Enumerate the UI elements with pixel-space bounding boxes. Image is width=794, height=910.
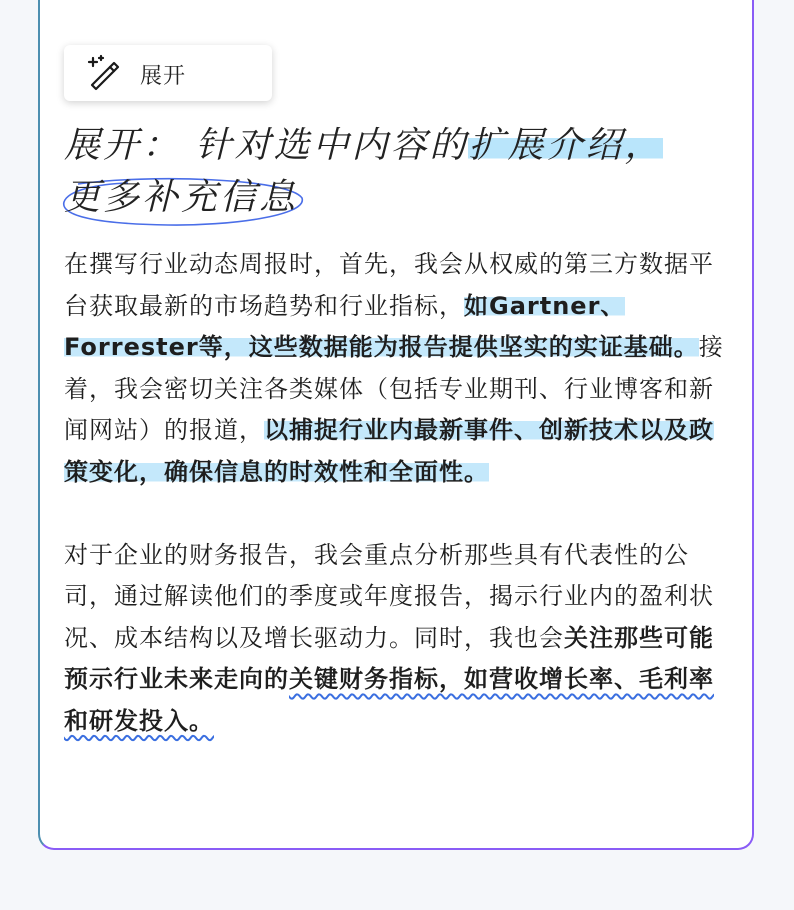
expand-label: 展开 — [140, 64, 187, 89]
p2-bold: 关注那些可能预示行业未来走向的 — [64, 623, 714, 693]
p1-text-middle: 接着，我会密切关注各类媒体（包括专业期刊、行业博客和新闻网站）的报道， — [64, 333, 724, 444]
paragraph-1 — [64, 244, 732, 493]
heading-highlight: 扩展介绍， — [468, 125, 664, 166]
handwritten-heading — [64, 120, 754, 224]
p2-text: 对于企业的财务报告，我会重点分析那些具有代表性的公司，通过解读他们的季度或年度报告，揭示行业内的盈利状况、成本结构以及增长驱动力。同时，我也会 — [64, 540, 714, 652]
magic-wand-sparkle-icon — [84, 54, 122, 92]
heading-line2: 更多补充信息 — [64, 177, 299, 218]
p2-underlined: 关键财务指标，如营收增长率、毛利率和研发投入。 — [64, 665, 714, 735]
paragraph-2 — [64, 535, 732, 743]
p1-highlight-2: 以捕捉行业内最新事件、创新技术以及政策变化，确保信息的时效性和全面性。 — [64, 416, 714, 486]
paragraph-gap — [64, 493, 732, 535]
p1-highlight-1: 如Gartner、Forrester等，这些数据能为报告提供坚实的实证基础。 — [64, 291, 699, 361]
p1-text-start: 在撰写行业动态周报时，首先，我会从权威的第三方数据平台获取最新的市场趋势和行业指标， — [64, 250, 714, 320]
heading-prefix: 展开： 针对选中内容的 — [64, 125, 469, 166]
body-text — [64, 244, 732, 742]
expand-button[interactable] — [64, 45, 272, 101]
